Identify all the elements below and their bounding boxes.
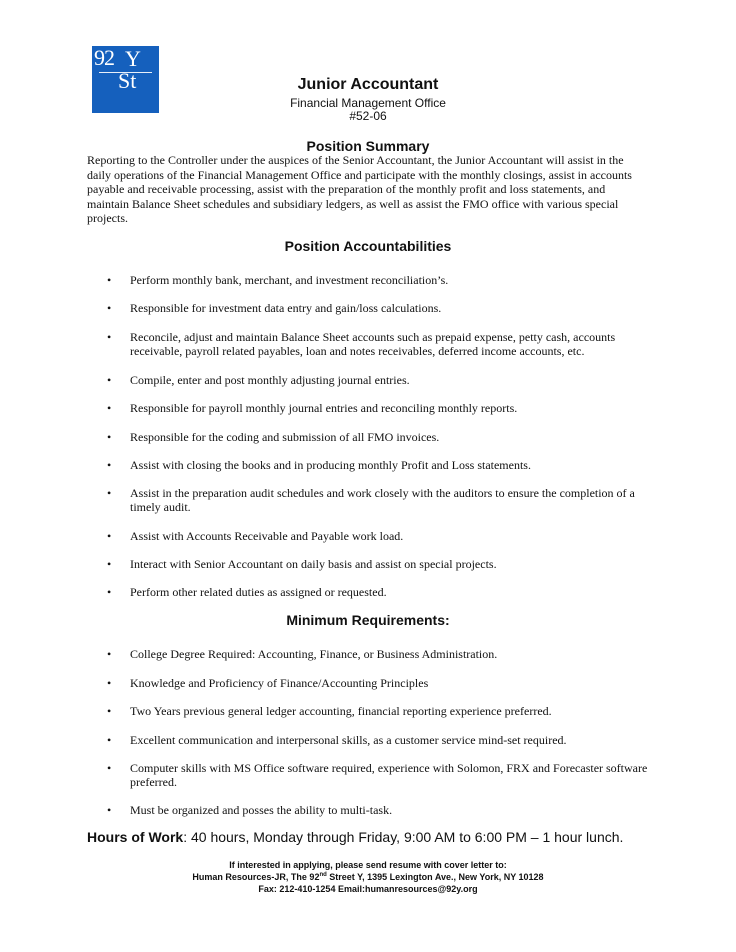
bullet-icon: • [107,647,112,661]
hours-of-work [87,829,623,845]
bullet-icon: • [107,273,112,287]
hours-label: Hours of Work [87,829,184,845]
accountabilities-heading: Position Accountabilities [284,238,452,254]
logo-text-y: Y [125,46,141,71]
bullet-icon: • [107,373,112,387]
logo-text-st: St [118,68,137,93]
requirements-heading: Minimum Requirements: [286,612,450,628]
bullet-icon: • [107,430,112,444]
position-summary-heading: Position Summary [306,138,430,154]
bullet-icon: • [107,803,112,817]
bullet-icon: • [107,486,112,500]
bullet-icon: • [107,761,112,775]
bullet-icon: • [107,676,112,690]
bullet-icon: • [107,401,112,415]
bullet-icon: • [107,557,112,571]
bullet-icon: • [107,704,112,718]
bullet-icon: • [107,529,112,543]
footer-contact-line: Fax: 212-410-1254 Email:humanresources@92y.org [258,884,478,894]
bullet-icon: • [107,301,112,315]
bullet-icon: • [107,458,112,472]
footer-apply-line: If interested in applying, please send resume with cover letter to: [229,860,507,870]
job-title: Junior Accountant [297,76,439,93]
bullet-icon: • [107,585,112,599]
department-name: Financial Management Office [290,96,446,110]
logo-text-92: 92 [94,45,114,70]
footer-address-line: Human Resources-JR, The 92nd Street Y, 1395 Lexington Ave., New York, NY 10128 [192,872,544,882]
hours-text: : 40 hours, Monday through Friday, 9:00 AM to 6:00 PM – 1 hour lunch. [183,829,624,845]
job-code: #52-06 [349,109,387,123]
position-summary-text: Reporting to the Controller under the auspices of the Senior Accountant, the Junior Accountant will assist in the daily operations of the Financial Management Office and participate with the monthly closings, assist in accounts payable and receivable processing, assist with the preparation of the monthly profit and loss statements, and maintain Balance Sheet schedules and subsidiary ledgers, as well as assist the FMO office with various special projects. [87,153,632,225]
bullet-icon: • [107,733,112,747]
bullet-icon: • [107,330,112,344]
